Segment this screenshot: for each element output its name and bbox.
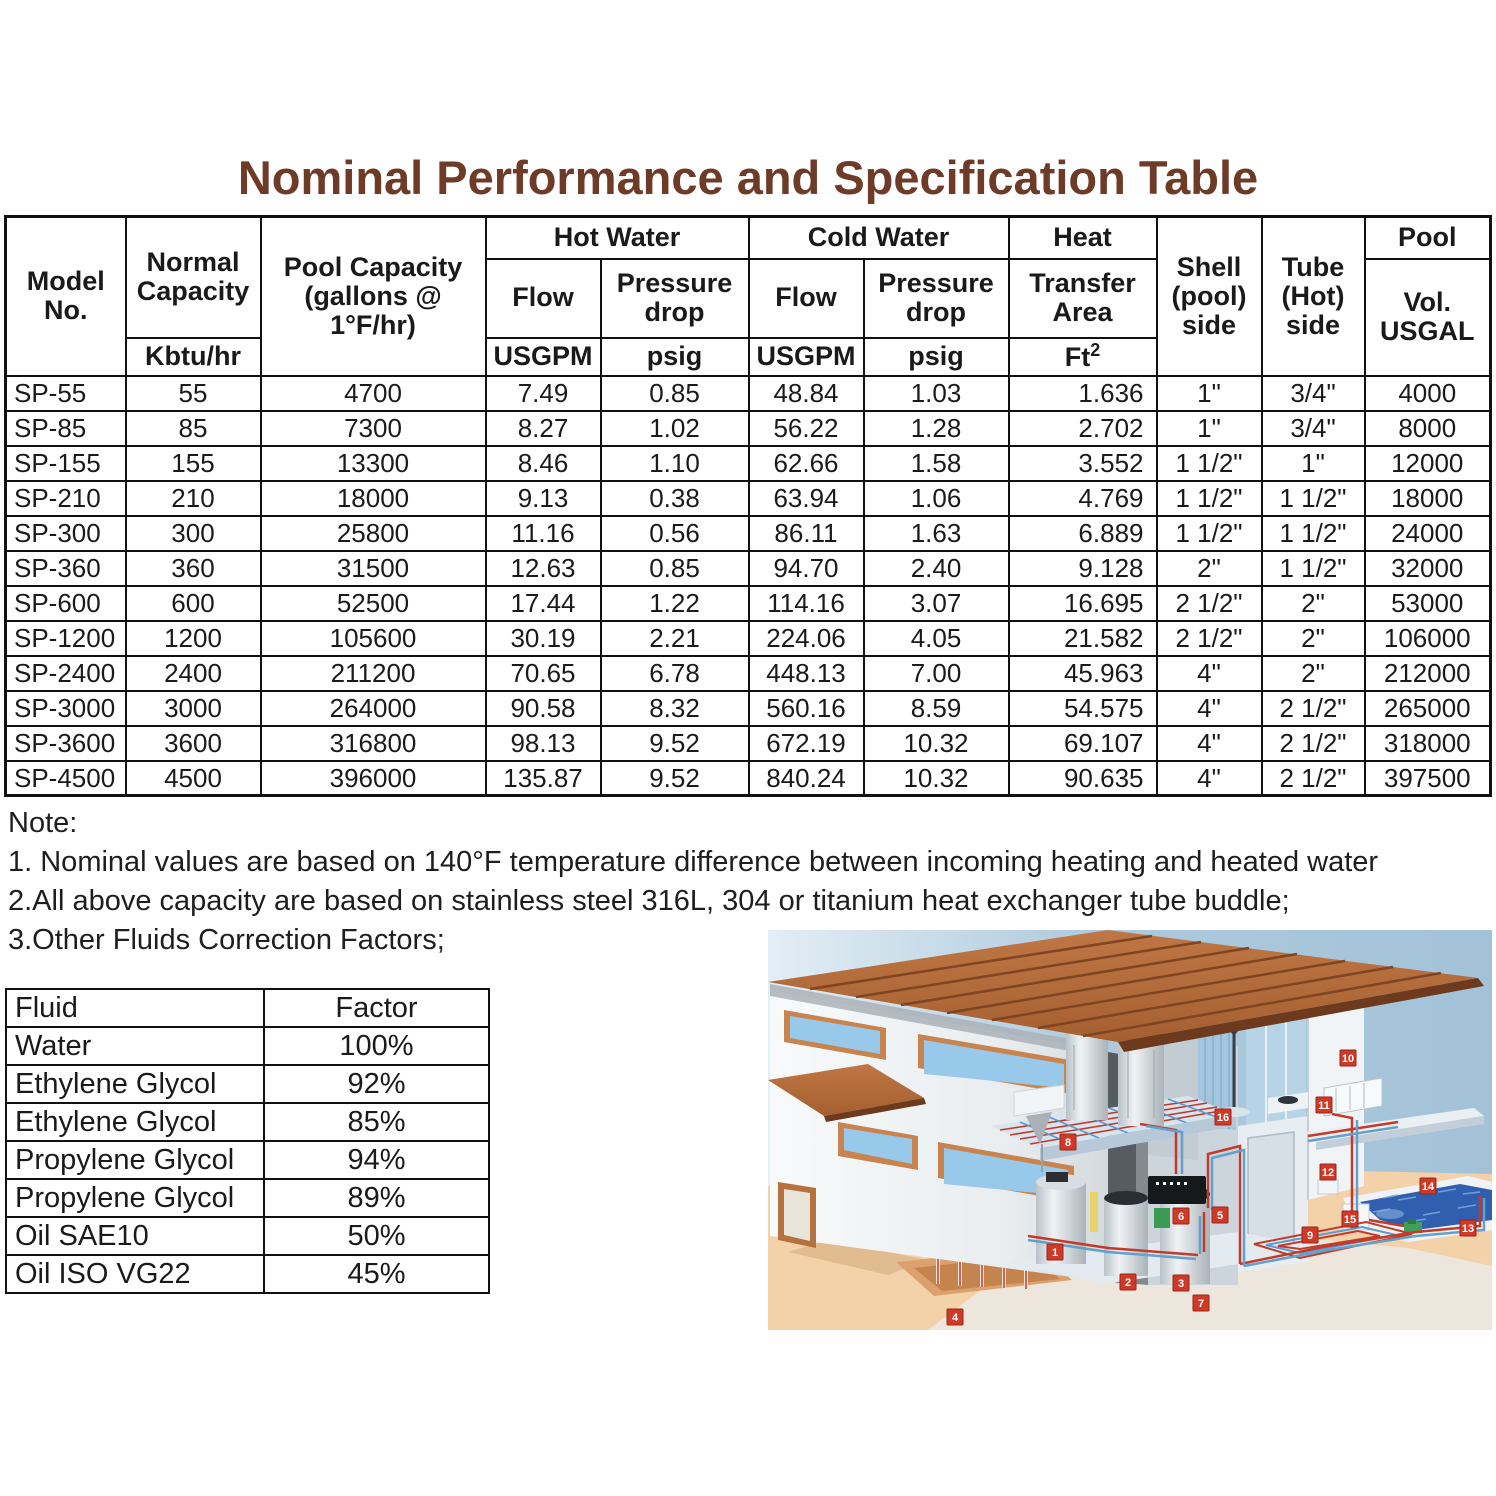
spec-table-row (6, 376, 1491, 411)
wall-fixture (1343, 1067, 1349, 1073)
illustration-number-marker (1193, 1295, 1209, 1311)
cell-model: SP-360 (6, 551, 126, 586)
cell-hw-flow: 7.49 (486, 376, 601, 411)
cell-heat-transfer-area: 45.963 (1009, 656, 1157, 691)
cell-hw-flow: 70.65 (486, 656, 601, 691)
cell-hw-flow: 8.46 (486, 446, 601, 481)
cell-model: SP-1200 (6, 621, 126, 656)
cell-tube-side: 3/4" (1262, 411, 1365, 446)
unit-hw-psig: psig (601, 338, 749, 376)
house-heating-illustration (768, 930, 1492, 1330)
cell-model: SP-3600 (6, 726, 126, 761)
illustration-number-marker (1460, 1220, 1476, 1236)
cell-cw-pressure: 1.63 (864, 516, 1009, 551)
cell-normal-capacity: 85 (126, 411, 261, 446)
cell-cw-flow: 56.22 (749, 411, 864, 446)
svg-text:8: 8 (1064, 1137, 1072, 1149)
cell-heat-transfer-area: 9.128 (1009, 551, 1157, 586)
cell-shell-side: 1" (1157, 376, 1262, 411)
cell-model: SP-155 (6, 446, 126, 481)
fluid-table-row (6, 1027, 489, 1065)
cell-normal-capacity: 210 (126, 481, 261, 516)
cell-tube-side: 2" (1262, 656, 1365, 691)
cell-shell-side: 2" (1157, 551, 1262, 586)
cell-model: SP-300 (6, 516, 126, 551)
cell-cw-pressure: 10.32 (864, 726, 1009, 761)
col-header-normal-capacity: Normal Capacity (126, 217, 261, 338)
cell-heat-transfer-area: 69.107 (1009, 726, 1157, 761)
cell-cw-flow: 48.84 (749, 376, 864, 411)
cell-fluid-factor: 100% (264, 1027, 489, 1065)
fluid-table-row (6, 1255, 489, 1293)
cell-shell-side: 2 1/2" (1157, 586, 1262, 621)
cell-cw-flow: 672.19 (749, 726, 864, 761)
cell-hw-flow: 90.58 (486, 691, 601, 726)
cell-pool-vol: 265000 (1365, 691, 1491, 726)
fluid-table-header-row (6, 989, 489, 1027)
cell-heat-transfer-area: 6.889 (1009, 516, 1157, 551)
cell-fluid-name: Ethylene Glycol (6, 1103, 264, 1141)
cell-model: SP-85 (6, 411, 126, 446)
cell-pool-vol: 18000 (1365, 481, 1491, 516)
cell-cw-flow: 224.06 (749, 621, 864, 656)
cell-hw-flow: 12.63 (486, 551, 601, 586)
svg-text:2: 2 (1124, 1277, 1132, 1289)
cell-pool-capacity: 211200 (261, 656, 486, 691)
cell-fluid-factor: 94% (264, 1141, 489, 1179)
spec-table (4, 215, 1492, 797)
col-header-model-no: Model No. (6, 217, 126, 376)
cell-pool-vol: 212000 (1365, 656, 1491, 691)
cell-cw-flow: 114.16 (749, 586, 864, 621)
cell-shell-side: 1" (1157, 411, 1262, 446)
cell-cw-pressure: 1.06 (864, 481, 1009, 516)
note-line-3: 3.Other Fluids Correction Factors; (8, 924, 445, 956)
illustration-number-marker (1320, 1164, 1336, 1180)
cell-pool-capacity: 18000 (261, 481, 486, 516)
cell-cw-pressure: 7.00 (864, 656, 1009, 691)
fluid-col-header: Fluid (6, 989, 264, 1027)
cell-cw-pressure: 1.03 (864, 376, 1009, 411)
spec-table-row (6, 516, 1491, 551)
cell-shell-side: 1 1/2" (1157, 481, 1262, 516)
col-header-tube-side: Tube (Hot) side (1262, 217, 1365, 376)
cell-heat-transfer-area: 4.769 (1009, 481, 1157, 516)
cell-heat-transfer-area: 3.552 (1009, 446, 1157, 481)
unit-cw-usgpm: USGPM (749, 338, 864, 376)
cell-model: SP-600 (6, 586, 126, 621)
spec-table-row (6, 481, 1491, 516)
cell-hw-pressure: 9.52 (601, 726, 749, 761)
cell-cw-pressure: 3.07 (864, 586, 1009, 621)
cell-pool-vol: 24000 (1365, 516, 1491, 551)
cell-fluid-factor: 85% (264, 1103, 489, 1141)
storage-tank (1104, 1191, 1148, 1276)
cell-hw-flow: 135.87 (486, 761, 601, 796)
cell-heat-transfer-area: 21.582 (1009, 621, 1157, 656)
cell-hw-pressure: 1.10 (601, 446, 749, 481)
cell-cw-flow: 62.66 (749, 446, 864, 481)
cell-normal-capacity: 300 (126, 516, 261, 551)
illustration-number-marker (1173, 1208, 1189, 1224)
cell-cw-pressure: 1.58 (864, 446, 1009, 481)
col-header-heat: Heat (1009, 217, 1157, 259)
spec-table-row (6, 726, 1491, 761)
cell-shell-side: 1 1/2" (1157, 516, 1262, 551)
cell-pool-capacity: 52500 (261, 586, 486, 621)
cell-normal-capacity: 155 (126, 446, 261, 481)
cell-pool-vol: 397500 (1365, 761, 1491, 796)
cell-hw-pressure: 1.22 (601, 586, 749, 621)
cell-cw-pressure: 10.32 (864, 761, 1009, 796)
cell-normal-capacity: 4500 (126, 761, 261, 796)
illustration-number-marker (947, 1309, 963, 1325)
cell-pool-capacity: 316800 (261, 726, 486, 761)
cell-fluid-name: Propylene Glycol (6, 1179, 264, 1217)
cell-pool-capacity: 13300 (261, 446, 486, 481)
notes-label: Note: (8, 807, 78, 839)
entry-door (778, 1182, 816, 1248)
col-header-transfer-area: Transfer Area (1009, 259, 1157, 338)
illustration-number-marker (1173, 1275, 1189, 1291)
cell-hw-pressure: 0.85 (601, 551, 749, 586)
illustration-number-marker (1302, 1227, 1318, 1243)
spec-table-row (6, 446, 1491, 481)
svg-text:16: 16 (1216, 1112, 1230, 1124)
cell-cw-flow: 448.13 (749, 656, 864, 691)
cell-pool-vol: 8000 (1365, 411, 1491, 446)
cell-tube-side: 3/4" (1262, 376, 1365, 411)
col-header-cw-pressure-drop: Pressure drop (864, 259, 1009, 338)
cell-model: SP-2400 (6, 656, 126, 691)
cell-normal-capacity: 3000 (126, 691, 261, 726)
cell-hw-pressure: 9.52 (601, 761, 749, 796)
cell-heat-transfer-area: 54.575 (1009, 691, 1157, 726)
cell-pool-capacity: 4700 (261, 376, 486, 411)
cell-tube-side: 1 1/2" (1262, 551, 1365, 586)
page-title: Nominal Performance and Specification Table (237, 151, 1259, 204)
illustration-number-marker (1060, 1134, 1076, 1150)
col-header-hw-flow: Flow (486, 259, 601, 338)
cell-tube-side: 2 1/2" (1262, 761, 1365, 796)
svg-text:11: 11 (1318, 1100, 1330, 1112)
illustration-number-marker (1342, 1211, 1358, 1227)
cell-hw-pressure: 0.56 (601, 516, 749, 551)
spec-table-row (6, 411, 1491, 446)
cell-shell-side: 4" (1157, 726, 1262, 761)
cell-pool-vol: 318000 (1365, 726, 1491, 761)
cell-cw-flow: 63.94 (749, 481, 864, 516)
cell-hw-pressure: 8.32 (601, 691, 749, 726)
cell-model: SP-3000 (6, 691, 126, 726)
fluid-correction-table (5, 988, 490, 1294)
col-header-pool-vol: Vol. USGAL (1365, 259, 1491, 376)
svg-text:14: 14 (1421, 1181, 1435, 1193)
cell-cw-pressure: 1.28 (864, 411, 1009, 446)
cell-normal-capacity: 600 (126, 586, 261, 621)
spec-table-body (6, 376, 1491, 796)
cell-normal-capacity: 3600 (126, 726, 261, 761)
svg-text:4: 4 (951, 1312, 959, 1324)
cell-pool-vol: 4000 (1365, 376, 1491, 411)
cell-fluid-factor: 89% (264, 1179, 489, 1217)
illustration-number-marker (1340, 1050, 1356, 1066)
cell-normal-capacity: 55 (126, 376, 261, 411)
unit-cw-psig: psig (864, 338, 1009, 376)
group-header-cold-water: Cold Water (749, 217, 1009, 259)
col-header-cw-flow: Flow (749, 259, 864, 338)
fluid-table-row (6, 1103, 489, 1141)
cell-pool-vol: 53000 (1365, 586, 1491, 621)
cell-hw-flow: 11.16 (486, 516, 601, 551)
cell-heat-transfer-area: 1.636 (1009, 376, 1157, 411)
svg-text:10: 10 (1341, 1053, 1355, 1065)
cell-heat-transfer-area: 2.702 (1009, 411, 1157, 446)
cell-hw-pressure: 0.38 (601, 481, 749, 516)
spec-table-row (6, 621, 1491, 656)
spec-table-row (6, 551, 1491, 586)
illustration-number-marker (1420, 1178, 1436, 1194)
cell-model: SP-210 (6, 481, 126, 516)
unit-kbtu-hr: Kbtu/hr (126, 338, 261, 376)
spec-table-row (6, 656, 1491, 691)
cell-hw-pressure: 0.85 (601, 376, 749, 411)
spec-table-row (6, 691, 1491, 726)
cell-fluid-factor: 45% (264, 1255, 489, 1293)
cell-tube-side: 1 1/2" (1262, 481, 1365, 516)
cell-pool-vol: 32000 (1365, 551, 1491, 586)
cell-pool-capacity: 31500 (261, 551, 486, 586)
cell-pool-vol: 12000 (1365, 446, 1491, 481)
col-header-pool-capacity: Pool Capacity (gallons @ 1°F/hr) (261, 217, 486, 376)
cell-fluid-name: Water (6, 1027, 264, 1065)
fluid-table-row (6, 1217, 489, 1255)
factor-col-header: Factor (264, 989, 489, 1027)
illustration-number-marker (1212, 1207, 1228, 1223)
cell-normal-capacity: 2400 (126, 656, 261, 691)
cell-pool-capacity: 7300 (261, 411, 486, 446)
cell-shell-side: 1 1/2" (1157, 446, 1262, 481)
svg-text:13: 13 (1461, 1223, 1475, 1235)
spec-table-row (6, 761, 1491, 796)
col-header-shell-side: Shell (pool) side (1157, 217, 1262, 376)
cell-cw-flow: 94.70 (749, 551, 864, 586)
cell-hw-pressure: 1.02 (601, 411, 749, 446)
cell-shell-side: 4" (1157, 691, 1262, 726)
cell-cw-flow: 560.16 (749, 691, 864, 726)
cell-cw-flow: 86.11 (749, 516, 864, 551)
fluid-table-row (6, 1141, 489, 1179)
cell-heat-transfer-area: 90.635 (1009, 761, 1157, 796)
cell-tube-side: 2" (1262, 621, 1365, 656)
cell-hw-pressure: 6.78 (601, 656, 749, 691)
cell-pool-vol: 106000 (1365, 621, 1491, 656)
cell-hw-flow: 8.27 (486, 411, 601, 446)
cell-fluid-name: Ethylene Glycol (6, 1065, 264, 1103)
cell-cw-pressure: 2.40 (864, 551, 1009, 586)
cell-normal-capacity: 360 (126, 551, 261, 586)
cell-pool-capacity: 105600 (261, 621, 486, 656)
wall-thermostat (1318, 1180, 1338, 1194)
cell-hw-flow: 98.13 (486, 726, 601, 761)
cell-hw-flow: 9.13 (486, 481, 601, 516)
cell-fluid-name: Oil SAE10 (6, 1217, 264, 1255)
cell-shell-side: 4" (1157, 761, 1262, 796)
svg-text:9: 9 (1306, 1230, 1314, 1242)
illustration-number-marker (1120, 1274, 1136, 1290)
spec-table-row (6, 586, 1491, 621)
cell-fluid-factor: 92% (264, 1065, 489, 1103)
note-line-1: 1. Nominal values are based on 140°F temperature difference between incoming heating and heated water (8, 846, 1379, 878)
cell-tube-side: 1" (1262, 446, 1365, 481)
cell-normal-capacity: 1200 (126, 621, 261, 656)
col-header-pool: Pool (1365, 217, 1491, 259)
svg-text:15: 15 (1343, 1214, 1357, 1226)
cell-hw-pressure: 2.21 (601, 621, 749, 656)
cell-heat-transfer-area: 16.695 (1009, 586, 1157, 621)
svg-text:7: 7 (1197, 1298, 1205, 1310)
cell-hw-flow: 30.19 (486, 621, 601, 656)
cell-model: SP-55 (6, 376, 126, 411)
unit-hw-usgpm: USGPM (486, 338, 601, 376)
cell-shell-side: 4" (1157, 656, 1262, 691)
note-line-2: 2.All above capacity are based on stainless steel 316L, 304 or titanium heat exchanger tube buddle; (8, 885, 1290, 917)
cell-pool-capacity: 25800 (261, 516, 486, 551)
cell-fluid-name: Oil ISO VG22 (6, 1255, 264, 1293)
cell-tube-side: 1 1/2" (1262, 516, 1365, 551)
group-header-hot-water: Hot Water (486, 217, 749, 259)
svg-text:3: 3 (1177, 1278, 1185, 1290)
fluid-table-row (6, 1065, 489, 1103)
cell-fluid-factor: 50% (264, 1217, 489, 1255)
cell-cw-flow: 840.24 (749, 761, 864, 796)
cell-pool-capacity: 396000 (261, 761, 486, 796)
col-header-hw-pressure-drop: Pressure drop (601, 259, 749, 338)
cell-pool-capacity: 264000 (261, 691, 486, 726)
cell-model: SP-4500 (6, 761, 126, 796)
cell-cw-pressure: 8.59 (864, 691, 1009, 726)
fluid-table-row (6, 1179, 489, 1217)
spec-table-header (6, 217, 1491, 376)
cell-shell-side: 2 1/2" (1157, 621, 1262, 656)
cell-tube-side: 2 1/2" (1262, 726, 1365, 761)
cell-hw-flow: 17.44 (486, 586, 601, 621)
fluid-table-body (6, 1027, 489, 1293)
illustration-number-marker (1215, 1109, 1231, 1125)
unit-ft2: Ft$^2$ (1009, 338, 1157, 376)
svg-text:1: 1 (1051, 1247, 1059, 1259)
svg-text:6: 6 (1177, 1211, 1185, 1223)
cell-tube-side: 2" (1262, 586, 1365, 621)
svg-text:12: 12 (1321, 1167, 1335, 1179)
illustration-number-marker (1047, 1244, 1063, 1260)
cell-cw-pressure: 4.05 (864, 621, 1009, 656)
cell-fluid-name: Propylene Glycol (6, 1141, 264, 1179)
illustration-number-marker (1316, 1097, 1332, 1113)
svg-text:5: 5 (1216, 1210, 1224, 1222)
cell-tube-side: 2 1/2" (1262, 691, 1365, 726)
